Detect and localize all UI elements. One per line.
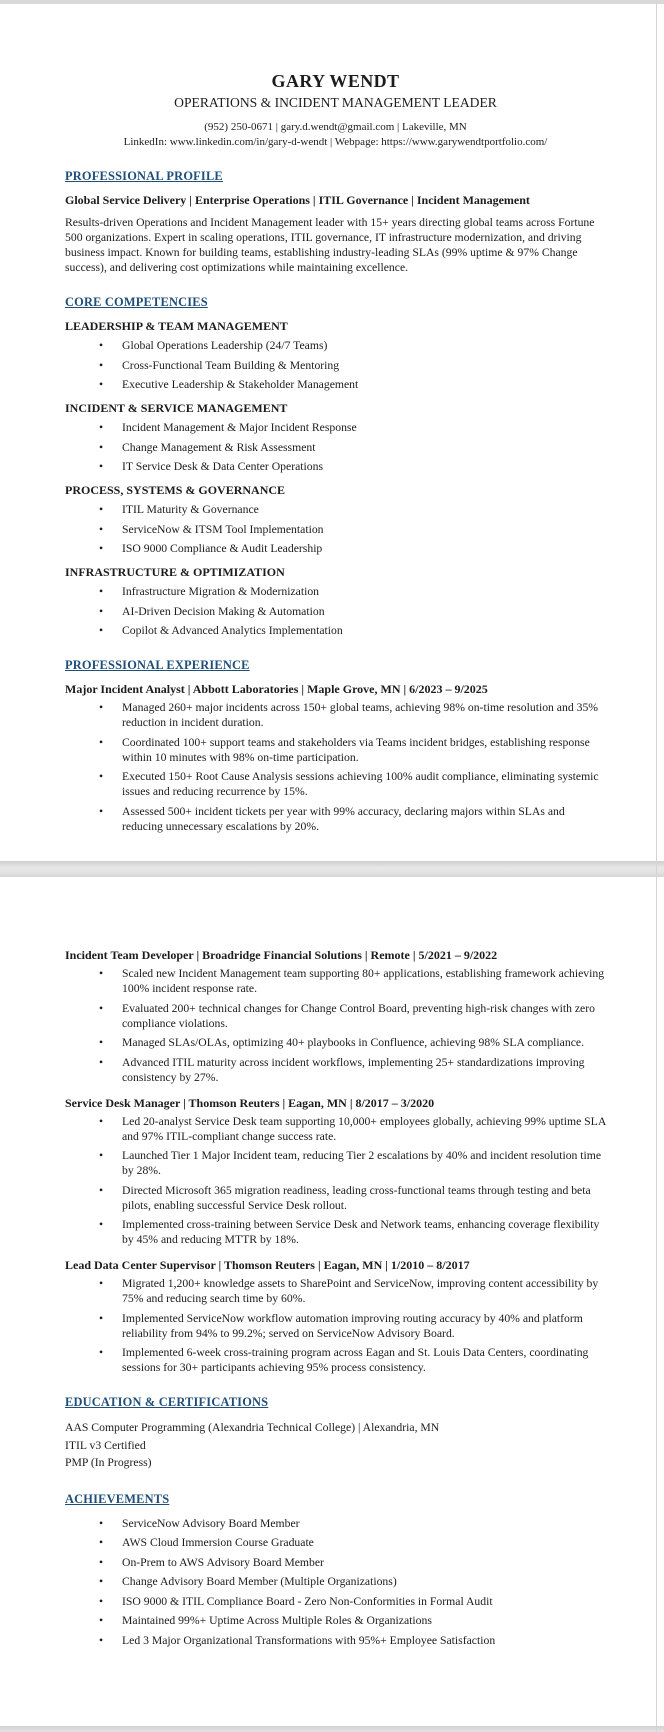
list-item: • Scaled new Incident Management team supporting 80+ applications, establishing framework achieving 100% incident response rate. [65, 966, 606, 996]
competency-group-title: LEADERSHIP & TEAM MANAGEMENT [65, 319, 288, 333]
viewer-bottom-gutter [0, 1726, 664, 1732]
list-item: • Change Management & Risk Assessment [65, 440, 606, 455]
section-heading-education: EDUCATION & CERTIFICATIONS [65, 1395, 269, 1409]
job-title: Incident Team Developer | Broadridge Financial Solutions | Remote | 5/2021 – 9/2022 [65, 948, 498, 962]
list-item: • IT Service Desk & Data Center Operations [65, 459, 606, 474]
list-item: • Led 3 Major Organizational Transformations with 95%+ Employee Satisfaction [65, 1633, 606, 1648]
job-bullet-list [65, 1276, 606, 1375]
resume-page-2 [0, 877, 664, 1726]
education-line: PMP (In Progress) [65, 1456, 152, 1469]
list-item: • Global Operations Leadership (24/7 Teams) [65, 338, 606, 353]
job-title: Service Desk Manager | Thomson Reuters | Eagan, MN | 8/2017 – 3/2020 [65, 1095, 435, 1110]
section-heading-professional-experience: PROFESSIONAL EXPERIENCE [65, 658, 250, 672]
list-item: • Copilot & Advanced Analytics Implementation [65, 623, 606, 638]
list-item: • ServiceNow Advisory Board Member [65, 1516, 606, 1531]
section-heading-core-competencies: CORE COMPETENCIES [65, 295, 208, 309]
education-line: ITIL v3 Certified [65, 1438, 146, 1452]
job-abbott [65, 682, 606, 834]
profile-summary: Results-driven Operations and Incident Management leader with 15+ years directing global teams across Fortune 500 organizations. Expert in scaling operations, ITIL governance, IT infrastructure modernization, and driving business impact. Known for building teams, establishing industry-leading SLAs (99% uptime & 97% Change success), and delivering cost optimizations while maintaining excellence. [65, 216, 595, 274]
competency-group-leadership [65, 319, 606, 392]
job-thomson-data-center [65, 1258, 606, 1375]
list-item: • Maintained 99%+ Uptime Across Multiple Roles & Organizations [65, 1613, 606, 1628]
list-item: • Executed 150+ Root Cause Analysis sessions achieving 100% audit compliance, eliminating systemic issues and reducing recurrence by 15%. [65, 769, 606, 799]
list-item: • Implemented cross-training between Service Desk and Network teams, enhancing coverage flexibility by 45% and reducing MTTR by 18%. [65, 1217, 606, 1247]
competency-list [65, 502, 606, 556]
list-item: • Evaluated 200+ technical changes for Change Control Board, preventing high-risk changes with zero compliance violations. [65, 1001, 606, 1031]
list-item: • Coordinated 100+ support teams and stakeholders via Teams incident bridges, establishing response within 10 minutes with 98% on-time participation. [65, 735, 606, 765]
candidate-title: OPERATIONS & INCIDENT MANAGEMENT LEADER [174, 95, 497, 110]
list-item: • Directed Microsoft 365 migration readiness, leading cross-functional teams through testing and beta pilots, enabling successful Service Desk rollout. [65, 1183, 606, 1213]
list-item: • ISO 9000 & ITIL Compliance Board - Zero Non-Conformities in Formal Audit [65, 1594, 606, 1609]
job-title: Major Incident Analyst | Abbott Laboratories | Maple Grove, MN | 6/2023 – 9/2025 [65, 682, 488, 696]
list-item: • Managed SLAs/OLAs, optimizing 40+ playbooks in Confluence, achieving 98% SLA compliance. [65, 1035, 606, 1050]
list-item: • Launched Tier 1 Major Incident team, reducing Tier 2 escalations by 40% and incident resolution time by 28%. [65, 1148, 606, 1178]
list-item: • On-Prem to AWS Advisory Board Member [65, 1555, 606, 1570]
contact-info [65, 120, 606, 149]
list-item: • Led 20-analyst Service Desk team supporting 10,000+ employees globally, achieving 99% uptime SLA and 97% ITIL-compliant change success rate. [65, 1114, 606, 1144]
education-line: AAS Computer Programming (Alexandria Technical College) | Alexandria, MN [65, 1421, 440, 1434]
section-heading-professional-profile: PROFESSIONAL PROFILE [65, 169, 223, 183]
profile-tagline: Global Service Delivery | Enterprise Operations | ITIL Governance | Incident Management [65, 193, 530, 207]
education-block [65, 1419, 606, 1472]
list-item: • Change Advisory Board Member (Multiple Organizations) [65, 1574, 606, 1589]
list-item: • ITIL Maturity & Governance [65, 502, 606, 517]
list-item: • ISO 9000 Compliance & Audit Leadership [65, 541, 606, 556]
list-item: • AWS Cloud Immersion Course Graduate [65, 1535, 606, 1550]
job-bullet-list [65, 966, 606, 1085]
list-item: • Advanced ITIL maturity across incident workflows, implementing 25+ standardizations improving consistency by 27%. [65, 1055, 606, 1085]
competency-group-title: PROCESS, SYSTEMS & GOVERNANCE [65, 483, 286, 497]
candidate-name: GARY WENDT [271, 71, 400, 91]
job-broadridge [65, 948, 606, 1085]
list-item: • Assessed 500+ incident tickets per year with 99% accuracy, declaring majors within SLAs and reducing unnecessary escalations by 20%. [65, 804, 606, 834]
competency-list [65, 584, 606, 638]
list-item: • Managed 260+ major incidents across 150+ global teams, achieving 98% on-time resolution and 35% reduction in incident duration. [65, 700, 606, 730]
list-item: • Executive Leadership & Stakeholder Management [65, 377, 606, 392]
list-item: • AI-Driven Decision Making & Automation [65, 604, 606, 619]
resume-page-1 [0, 4, 664, 861]
list-item: • Infrastructure Migration & Modernization [65, 584, 606, 599]
competency-list [65, 420, 606, 474]
list-item: • Migrated 1,200+ knowledge assets to SharePoint and ServiceNow, improving content accessibility by 75% and reducing search time by 60%. [65, 1276, 606, 1306]
achievements-list [65, 1516, 606, 1648]
competency-group-title: INCIDENT & SERVICE MANAGEMENT [65, 401, 288, 415]
competency-list [65, 338, 606, 392]
list-item: • Implemented ServiceNow workflow automation improving routing accuracy by 40% and platform reliability from 94% to 99.2%; served on ServiceNow Advisory Board. [65, 1311, 606, 1341]
job-bullet-list [65, 700, 606, 834]
list-item: • Implemented 6-week cross-training program across Eagan and St. Louis Data Centers, coordinating sessions for 30+ participants achieving 95% process consistency. [65, 1345, 606, 1375]
list-item: • Cross-Functional Team Building & Mentoring [65, 358, 606, 373]
job-bullet-list [65, 1114, 606, 1248]
competency-group-incident [65, 401, 606, 474]
job-thomson-service-desk [65, 1096, 606, 1248]
contact-line-2: LinkedIn: www.linkedin.com/in/gary-d-wendt | Webpage: https://www.garywendtportfolio.com/ [123, 135, 548, 148]
competency-group-process [65, 483, 606, 556]
job-title: Lead Data Center Supervisor | Thomson Reuters | Eagan, MN | 1/2010 – 8/2017 [65, 1258, 470, 1272]
page-right-edge-line [656, 0, 657, 1732]
competency-group-title: INFRASTRUCTURE & OPTIMIZATION [65, 565, 285, 579]
list-item: • ServiceNow & ITSM Tool Implementation [65, 522, 606, 537]
contact-line-1: (952) 250-0671 | gary.d.wendt@gmail.com | Lakeville, MN [204, 121, 467, 133]
competency-group-infrastructure [65, 565, 606, 638]
page-gap [0, 861, 664, 877]
resume-header [65, 71, 606, 149]
list-item: • Incident Management & Major Incident Response [65, 420, 606, 435]
section-heading-achievements: ACHIEVEMENTS [65, 1491, 170, 1506]
